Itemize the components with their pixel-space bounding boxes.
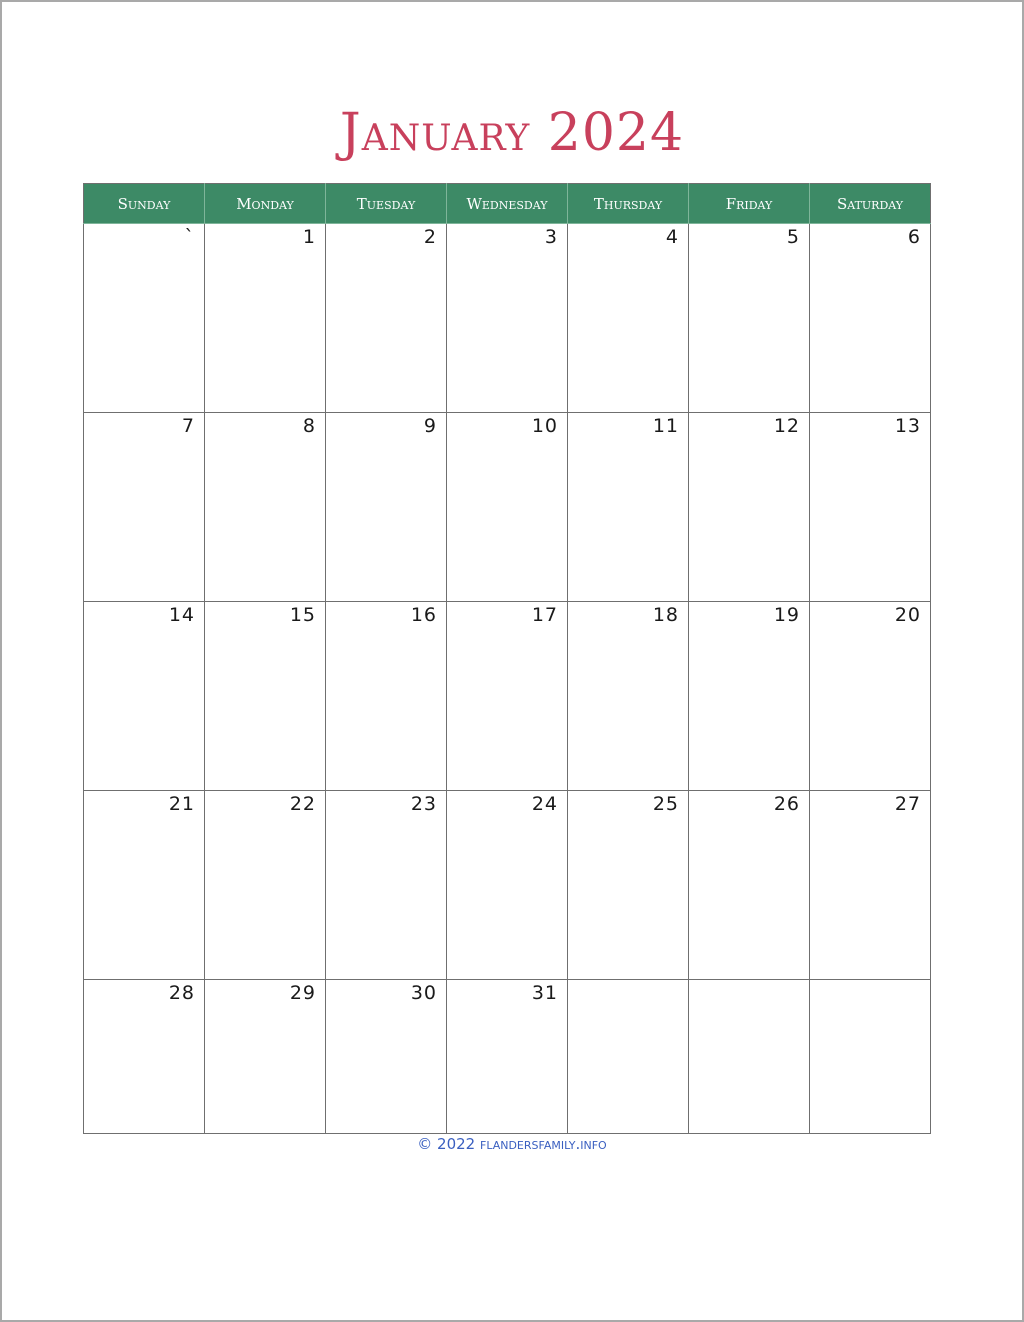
- calendar-grid: [83, 183, 931, 1134]
- week-row: [84, 791, 931, 980]
- weekday-thursday: Thursday: [568, 184, 689, 224]
- day-cell: [205, 224, 326, 413]
- day-number: [568, 980, 688, 1004]
- day-number: 31: [531, 982, 558, 1004]
- day-number: 2: [423, 226, 437, 248]
- day-number: 15: [289, 604, 316, 626]
- day-cell: [326, 980, 447, 1134]
- day-cell: [810, 602, 931, 791]
- day-cell: [84, 413, 205, 602]
- day-cell: [84, 980, 205, 1134]
- day-number: 16: [410, 604, 437, 626]
- day-number: 29: [289, 982, 316, 1004]
- day-cell: [205, 980, 326, 1134]
- day-cell: [810, 980, 931, 1134]
- week-row: [84, 602, 931, 791]
- weekday-saturday: Saturday: [810, 184, 931, 224]
- day-cell: [568, 791, 689, 980]
- week-row: [84, 224, 931, 413]
- day-number: 12: [773, 415, 800, 437]
- day-cell: [689, 224, 810, 413]
- weekday-header-row: [84, 184, 931, 224]
- day-number: 1: [302, 226, 316, 248]
- day-number: 11: [652, 415, 679, 437]
- weekday-tuesday: Tuesday: [326, 184, 447, 224]
- week-row: [84, 413, 931, 602]
- weekday-friday: Friday: [689, 184, 810, 224]
- day-cell: [84, 602, 205, 791]
- day-number: 14: [168, 604, 195, 626]
- day-number: 24: [531, 793, 558, 815]
- day-cell: [326, 602, 447, 791]
- day-number: 18: [652, 604, 679, 626]
- day-cell: [568, 980, 689, 1134]
- day-cell: [205, 413, 326, 602]
- weekday-sunday: Sunday: [84, 184, 205, 224]
- day-number: 3: [544, 226, 558, 248]
- day-cell: [447, 224, 568, 413]
- day-cell: [689, 602, 810, 791]
- day-number: 22: [289, 793, 316, 815]
- day-cell: [84, 224, 205, 413]
- day-number: 25: [652, 793, 679, 815]
- day-cell: [810, 224, 931, 413]
- day-cell: [568, 602, 689, 791]
- calendar-title: January 2024: [339, 103, 685, 163]
- day-number: 17: [531, 604, 558, 626]
- day-number: 23: [410, 793, 437, 815]
- day-cell: [689, 791, 810, 980]
- day-cell: [326, 224, 447, 413]
- day-cell: [326, 791, 447, 980]
- day-number: [810, 980, 930, 1004]
- day-cell: [447, 413, 568, 602]
- week-row: [84, 980, 931, 1134]
- day-cell: [84, 791, 205, 980]
- day-number: 20: [894, 604, 921, 626]
- day-number: 26: [773, 793, 800, 815]
- copyright-footer: © 2022 flandersfamily.info: [417, 1135, 607, 1153]
- day-number: 4: [665, 226, 679, 248]
- day-number: [689, 980, 809, 1004]
- day-cell: [568, 413, 689, 602]
- day-number: 5: [786, 226, 800, 248]
- day-cell: [447, 980, 568, 1134]
- day-number: 13: [894, 415, 921, 437]
- day-number: 7: [181, 415, 195, 437]
- day-number: 30: [410, 982, 437, 1004]
- day-cell: [810, 791, 931, 980]
- day-number: 8: [302, 415, 316, 437]
- day-cell: [447, 791, 568, 980]
- day-cell: [568, 224, 689, 413]
- day-number: 10: [531, 415, 558, 437]
- day-number: 27: [894, 793, 921, 815]
- day-number: `: [184, 226, 195, 248]
- day-cell: [689, 413, 810, 602]
- weekday-monday: Monday: [205, 184, 326, 224]
- day-cell: [689, 980, 810, 1134]
- day-number: 19: [773, 604, 800, 626]
- day-number: 6: [907, 226, 921, 248]
- weekday-wednesday: Wednesday: [447, 184, 568, 224]
- day-cell: [447, 602, 568, 791]
- day-cell: [326, 413, 447, 602]
- day-number: 21: [168, 793, 195, 815]
- day-number: 28: [168, 982, 195, 1004]
- day-cell: [205, 791, 326, 980]
- day-number: 9: [423, 415, 437, 437]
- day-cell: [205, 602, 326, 791]
- day-cell: [810, 413, 931, 602]
